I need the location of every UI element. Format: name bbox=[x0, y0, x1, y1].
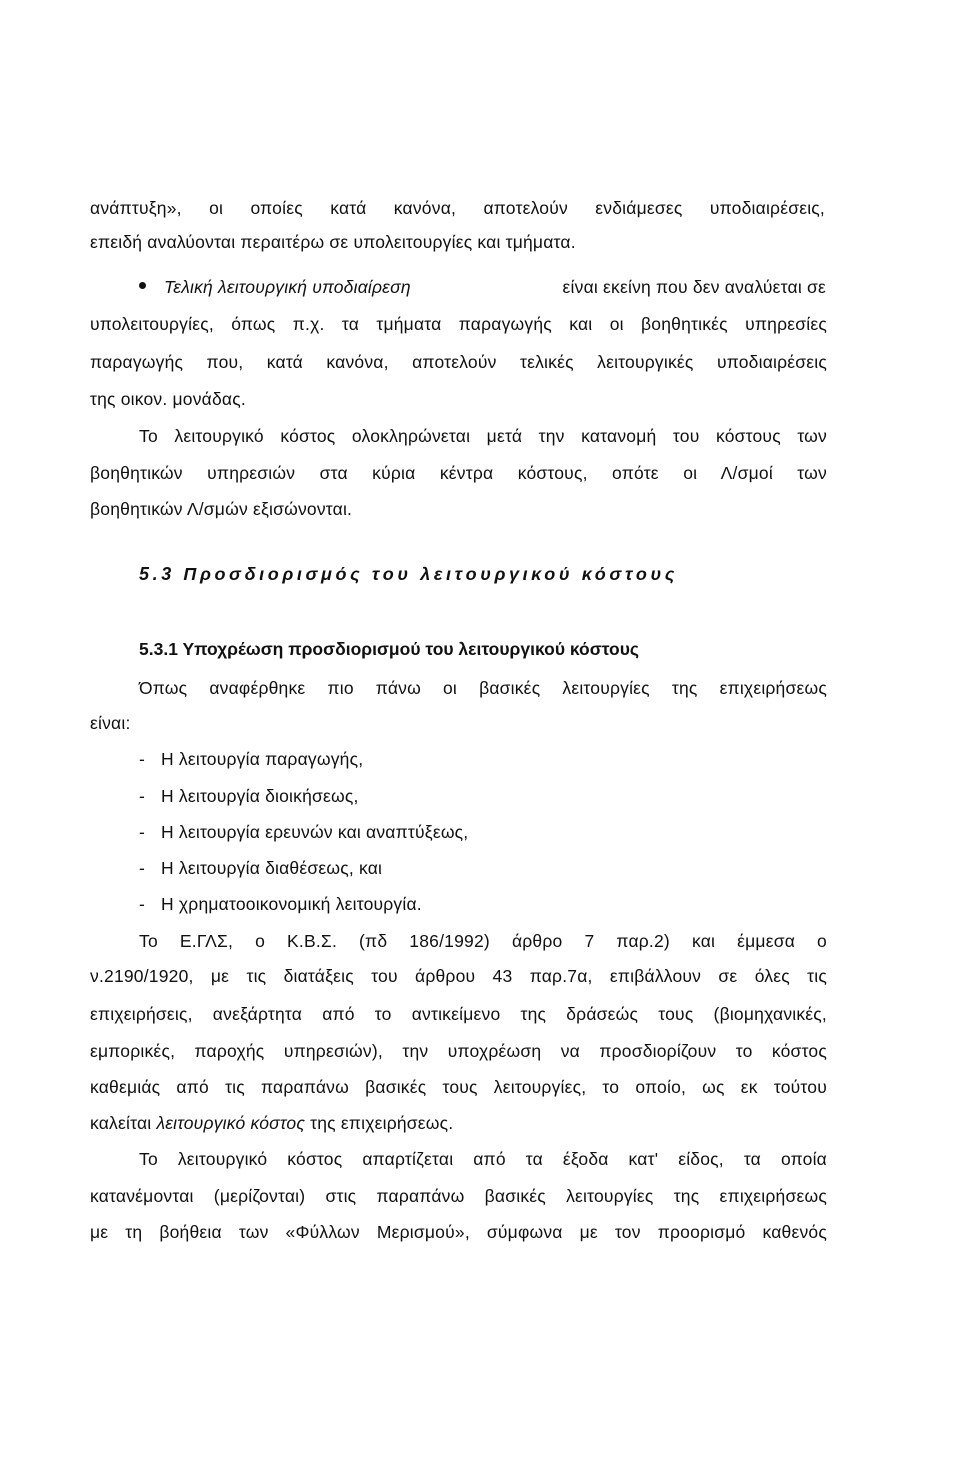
bullet-term: Τελική λειτουργική υποδιαίρεση bbox=[164, 277, 411, 297]
text-line: επειδή αναλύονται περαιτέρω σε υπολειτουργίες και τμήματα. bbox=[90, 232, 576, 252]
bullet-item bbox=[139, 275, 826, 299]
text-line: επιχειρήσεις, ανεξάρτητα από το αντικείμενο της δράσεώς τους (βιομηχανικές, bbox=[90, 1004, 827, 1024]
list-item bbox=[139, 820, 468, 844]
list-item bbox=[139, 892, 422, 916]
text-line: Όπως αναφέρθηκε πιο πάνω οι βασικές λειτουργίες της επιχειρήσεως bbox=[139, 678, 827, 698]
bullet-icon bbox=[139, 282, 146, 289]
list-item bbox=[139, 784, 359, 808]
text-line: Το λειτουργικό κόστος ολοκληρώνεται μετά την κατανομή του κόστους των bbox=[139, 426, 827, 446]
list-item bbox=[139, 856, 382, 880]
text-line: κατανέμονται (μερίζονται) στις παραπάνω βασικές λειτουργίες της επιχειρήσεως bbox=[90, 1186, 827, 1206]
subsection-heading: 5.3.1 Υποχρέωση προσδιορισμού του λειτουργικού κόστους bbox=[139, 639, 639, 659]
list-item-text: Η χρηματοοικονομική λειτουργία. bbox=[161, 894, 422, 914]
text-fragment: είναι εκείνη που δεν αναλύεται σε bbox=[562, 277, 826, 297]
text-line: με τη βοήθεια των «Φύλλων Μερισμού», σύμφωνα με τον προορισμό καθενός bbox=[90, 1222, 827, 1242]
text-line: βοηθητικών Λ/σμών εξισώνονται. bbox=[90, 499, 353, 519]
dash: - bbox=[139, 822, 146, 842]
dash: - bbox=[139, 749, 146, 769]
emphasized-term: λειτουργικό κόστος bbox=[156, 1113, 306, 1133]
text-line: βοηθητικών υπηρεσιών στα κύρια κέντρα κόστους, οπότε οι Λ/σμοί των bbox=[90, 463, 827, 483]
text-line: είναι: bbox=[90, 713, 131, 733]
dash: - bbox=[139, 858, 146, 878]
list-item-text: Η λειτουργία ερευνών και αναπτύξεως, bbox=[161, 822, 469, 842]
text-line: παραγωγής που, κατά κανόνα, αποτελούν τελικές λειτουργικές υποδιαιρέσεις bbox=[90, 352, 827, 372]
text-line: Το λειτουργικό κόστος απαρτίζεται από τα έξοδα κατ' είδος, τα οποία bbox=[139, 1149, 827, 1169]
list-item-text: Η λειτουργία διοικήσεως, bbox=[161, 786, 359, 806]
section-heading: 5.3 Προσδιορισμός του λειτουργικού κόστους bbox=[139, 564, 678, 584]
dash: - bbox=[139, 786, 146, 806]
text-fragment: της επιχειρήσεως. bbox=[310, 1113, 454, 1133]
text-line bbox=[90, 1111, 453, 1135]
text-line: εμπορικές, παροχής υπηρεσιών), την υποχρέωση να προσδιορίζουν το κόστος bbox=[90, 1041, 827, 1061]
list-item-text: Η λειτουργία παραγωγής, bbox=[161, 749, 364, 769]
text-line: καθεμιάς από τις παραπάνω βασικές τους λειτουργίες, το οποίο, ως εκ τούτου bbox=[90, 1077, 827, 1097]
text-fragment: καλείται bbox=[90, 1113, 152, 1133]
text-line: ν.2190/1920, με τις διατάξεις του άρθρου 43 παρ.7α, επιβάλλουν σε όλες τις bbox=[90, 966, 827, 986]
text-line: της οικον. μονάδας. bbox=[90, 389, 246, 409]
list-item-text: Η λειτουργία διαθέσεως, και bbox=[161, 858, 383, 878]
text-line: ανάπτυξη», οι οποίες κατά κανόνα, αποτελούν ενδιάμεσες υποδιαιρέσεις, bbox=[90, 198, 825, 218]
text-line: υπολειτουργίες, όπως π.χ. τα τμήματα παραγωγής και οι βοηθητικές υπηρεσίες bbox=[90, 314, 827, 334]
dash: - bbox=[139, 894, 146, 914]
list-item bbox=[139, 747, 363, 771]
text-line: Το Ε.ΓΛΣ, ο Κ.Β.Σ. (πδ 186/1992) άρθρο 7 παρ.2) και έμμεσα ο bbox=[139, 931, 827, 951]
